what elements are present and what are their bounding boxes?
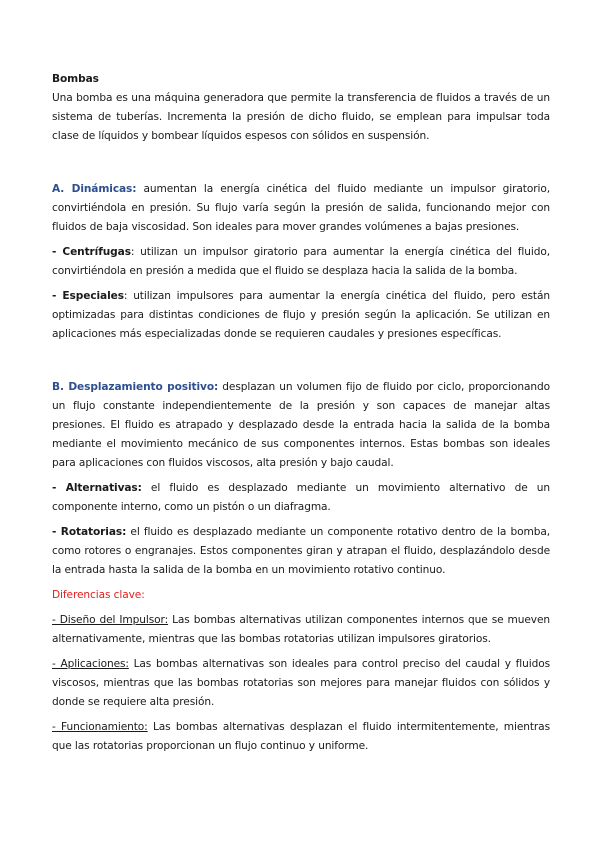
item-label: - Especiales	[52, 290, 124, 302]
item-text: el fluido es desplazado mediante un movimiento alternativo de un componente interno, como un pistón o un diafragma.	[52, 482, 551, 513]
page-title: Bombas	[52, 73, 99, 85]
item-text: Las bombas alternativas son ideales para control preciso del caudal y fluidos viscosos, mientras que las bombas rotatorias son mejores para manejar fluidos con sólidos y donde se requiere alta presión.	[52, 658, 550, 708]
section-b-text: desplazan un volumen fijo de fluido por ciclo, proporcionando un flujo constante independientemente de la presión y son capaces de manejar altas presiones. El fluido es atrapado y desplazado desde la entrada hacia la salida de la bomba mediante el movimiento mecánico de sus componentes internos. Estas bombas son ideales para aplicaciones con fluidos viscosos, alta presión y bajo caudal.	[52, 381, 551, 469]
item-text: : utilizan impulsores para aumentar la energía cinética del fluido, pero están optimizadas para distintas condiciones de flujo y presión según la aplicación. Se utilizan en aplicaciones más especializadas donde se requieren caudales y presiones específicas.	[52, 290, 550, 340]
item-text: Las bombas alternativas desplazan el fluido intermitentemente, mientras que las rotatorias proporcionan un flujo continuo y uniforme.	[52, 721, 550, 752]
section-a-item-centrifugas	[52, 243, 550, 281]
difference-item-aplicaciones	[52, 655, 550, 712]
item-text: : utilizan un impulsor giratorio para aumentar la energía cinética del fluido, convirtiéndola en presión a medida que el fluido se desplaza hacia la salida de la bomba.	[52, 246, 550, 277]
section-a-item-especiales	[52, 287, 550, 344]
section-a-text: aumentan la energía cinética del fluido mediante un impulsor giratorio, convirtiéndola en presión. Su flujo varía según la presión de salida, funcionando mejor con fluidos de baja viscosidad. Son ideales para mover grandes volúmenes a bajas presiones.	[52, 183, 550, 233]
differences-heading: Diferencias clave:	[52, 589, 145, 601]
item-label: - Diseño del Impulsor:	[52, 614, 169, 626]
section-a-heading: A. Dinámicas:	[52, 183, 137, 195]
section-b-item-alternativas	[52, 479, 550, 517]
item-label: - Alternativas:	[52, 482, 142, 494]
section-b-item-rotatorias	[52, 523, 550, 580]
item-label: - Aplicaciones:	[52, 658, 129, 670]
document-body	[52, 70, 550, 756]
item-label: - Centrífugas	[52, 246, 131, 258]
item-text: Las bombas alternativas utilizan componentes internos que se mueven alternativamente, mientras que las bombas rotatorias utilizan impulsores giratorios.	[52, 614, 551, 645]
item-text: el fluido es desplazado mediante un componente rotativo dentro de la bomba, como rotores o engranajes. Estos componentes giran y atrapan el fluido, desplazándolo desde la entrada hasta la salida de la bomba en un movimiento rotativo continuo.	[52, 526, 550, 576]
difference-item-funcionamiento	[52, 718, 550, 756]
intro-paragraph: Una bomba es una máquina generadora que permite la transferencia de fluidos a través de un sistema de tuberías. Incrementa la presión de dicho fluido, se emplean para impulsar toda clase de líquidos y bombear líquidos espesos con sólidos en suspensión.	[52, 92, 550, 142]
section-b-heading: B. Desplazamiento positivo:	[52, 381, 219, 393]
section-a-paragraph	[52, 180, 550, 237]
section-b-paragraph	[52, 378, 550, 473]
difference-item-diseno	[52, 611, 550, 649]
item-label: - Rotatorias:	[52, 526, 127, 538]
item-label: - Funcionamiento:	[52, 721, 148, 733]
